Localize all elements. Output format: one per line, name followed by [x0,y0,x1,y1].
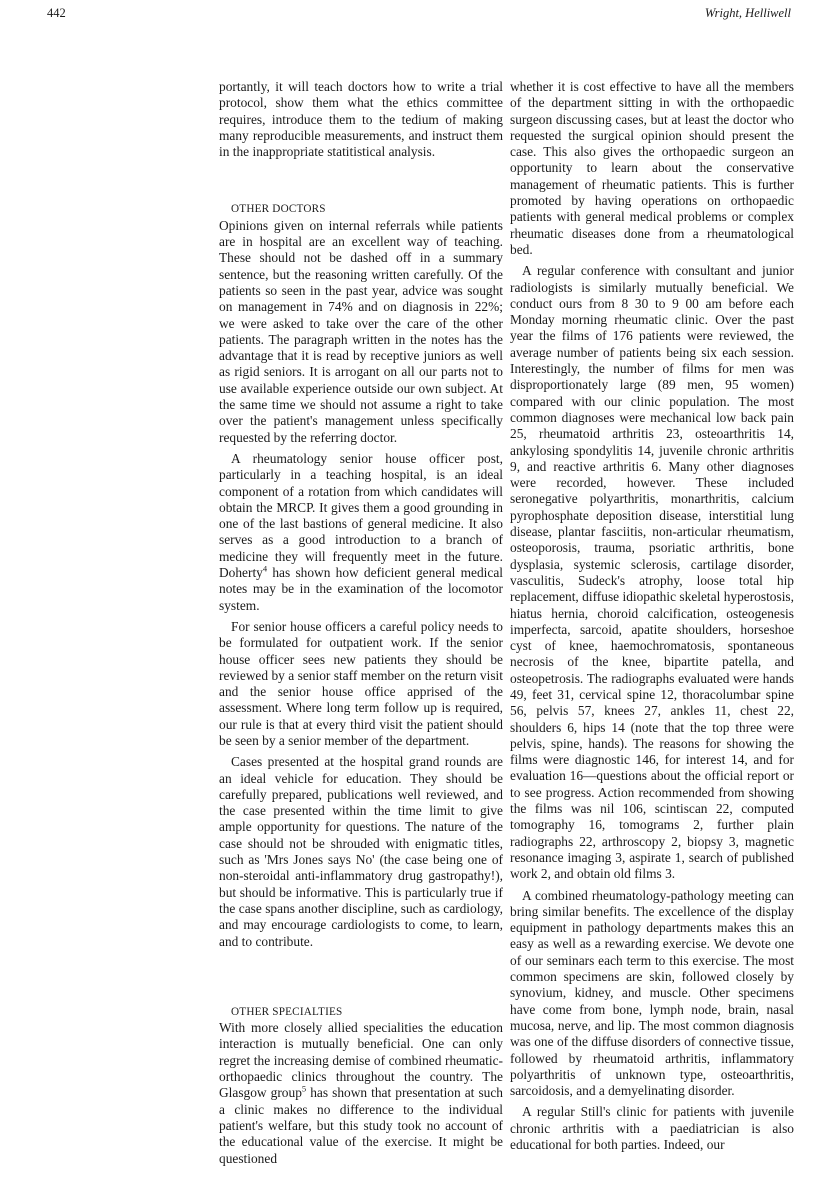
sho-text-before: A rheumatology senior house officer post, particularly in a teaching hospital, is an ideal component of a rotation from which candidates will obtain the MRCP. It gives them a good grounding in one of the last bastions of general medicine. It also serves as a good introduction to a branch of medicine they will frequently meet in the future. Doherty [219,450,503,581]
paragraph-radiology-conference: A regular conference with consultant and junior radiologists is similarly mutually beneficial. We conduct ours from 8 30 to 9 00 am before each Monday morning rheumatic clinic. Over the past year the films of 176 patients were reviewed, the average number of patients being six each session. Interestingly, the number of films for men was disproportionately large (89 men, 95 women) compared with our clinic population. The most common diagnoses were mechanical low back pain 25, rheumatoid arthritis 23, osteoarthritis 14, ankylosing spondylitis 14, juvenile chronic arthritis 9, and reactive arthritis 6. Many other diagnoses were recorded, however. These included seronegative polyarthritis, monarthritis, calcium pyrophosphate deposition disease, interstitial lung disease, plantar fasciitis, non-articular rheumatism, osteoporosis, trauma, psoriatic arthritis, bone dysplasia, systemic sclerosis, cartilage disorder, vasculitis, Sudeck's atrophy, loose total hip replacement, diffuse idiopathic skeletal hyperostosis, hiatus hernia, choroid calcification, osteogenesis imperfecta, sarcoid, apatite shoulders, horseshoe cyst of knee, haemochromatosis, spontaneous necrosis of the knee, bipartite patella, and osteopetrosis. The radiographs evaluated were hands 49, feet 31, cervical spine 12, thoracolumbar spine 56, pelvis 57, knees 27, ankles 11, chest 22, shoulders 6, hips 14 (note that the top three were pelvis, spine, hands). The reasons for showing the films were diagnostic 146, for interest 14, and for evaluation 16—questions about the official report or to see progress. Action recommended from showing the films was nil 106, scintiscan 22, computed tomography 16, tomograms 2, further plain radiographs 22, arthroscopy 2, biopsy 3, magnetic resonance imaging 3, aspirate 1, search of published work 2, and obtain old films 3. [510,263,794,882]
paragraph-outpatient-policy: For senior house officers a careful policy needs to be formulated for outpatient work. If the senior house officer sees new patients they should be reviewed by a senior staff member on the return visit and the senior house office apprised of the assessment. Where long term follow up is required, our rule is that at every third visit the patient should be seen by a senior member of the department. [219,618,503,748]
specialties-text-before: With more closely allied specialities the education interaction is mutually beneficial. One can only regret the increasing demise of combined rheumatic-orthopaedic clinics throughout the country. The Glasgow group [219,1020,503,1101]
paragraph-continued-right: whether it is cost effective to have all the members of the department sitting in with the orthopaedic surgeon discussing cases, but at least the doctor who requested the surgical opinion should present the case. This also gives the orthopaedic surgeon an opportunity to learn about the conservative management of rheumatic patients. This is further promoted by having operations on orthopaedic patients with general medical problems or complex rheumatic diseases done from a rheumatological bed. [510,79,794,257]
reference-5: 5 [301,1083,307,1094]
right-column [510,79,794,1153]
paragraph-stills-clinic: A regular Still's clinic for patients with juvenile chronic arthritis with a paediatrician is also educational for both parties. Indeed, our [510,1104,794,1152]
specialties-text-after: has shown that presentation at such a clinic makes no difference to the individual patient's welfare, but this study took no account of the educational value of the exercise. It might be questioned [219,1085,503,1166]
left-column [219,79,503,1167]
paragraph-continued-left: portantly, it will teach doctors how to write a trial protocol, show them what the ethics committee requires, introduce them to the tedium of making many reproducible measurements, and instruct them in the inappropriate statitistical analysis. [219,79,503,160]
paragraph-internal-referrals: Opinions given on internal referrals while patients are in hospital are an excellent way of teaching. These should not be dashed off in a summary sentence, but the reasoning written carefully. Of the patients so seen in the past year, advice was sought on management in 74% and on diagnosis in 22%; we were asked to take over the care of the other patients. The paragraph written in the notes has the advantage that it is read by receptive juniors as well as rigid seniors. It is arrogant on all our parts not to use available experience outside our own subject. At the same time we should not assume a right to take over the patient's management unless specifically requested by the referring doctor. [219,217,503,445]
paragraph-allied-specialities [219,1020,503,1167]
page-number: 442 [47,6,66,20]
reference-4: 4 [262,563,268,574]
section-heading-other-specialties: OTHER SPECIALTIES [231,1005,343,1018]
running-head-authors: Wright, Helliwell [704,6,791,20]
section-heading-other-doctors: OTHER DOCTORS [231,203,326,216]
paragraph-grand-rounds: Cases presented at the hospital grand rounds are an ideal vehicle for education. They should be carefully prepared, publications well reviewed, and the case presented within the time limit to give ample opportunity for questions. The nature of the case should not be shrouded with enigmatic titles, such as 'Mrs Jones says No' (the case being one of non-steroidal anti-inflammatory drug gastropathy!), but should be informative. This is particularly true if the case spans another discipline, such as cardiology, and may encourage cardiologists to come, to learn, and to contribute. [219,754,503,949]
paragraph-sho-post [219,451,503,614]
paragraph-pathology-meeting: A combined rheumatology-pathology meeting can bring similar benefits. The excellence of the display equipment in pathology departments makes this an easy as well as a rewarding exercise. We devote one of our seminars each term to this exercise. The most common specimens are skin, followed closely by synovium, kidney, and muscle. Other specimens have come from bone, lymph node, brain, nasal mucosa, nerve, and lip. The most common diagnosis was one of the diffuse disorders of connective tissue, followed by rheumatoid arthritis, inflammatory polyarthritis of unknown type, osteoarthritis, sarcoidosis, and a demyelinating disorder. [510,887,794,1099]
sho-text-after: has shown how deficient general medical notes may be in the examination of the locomotor system. [219,565,503,613]
